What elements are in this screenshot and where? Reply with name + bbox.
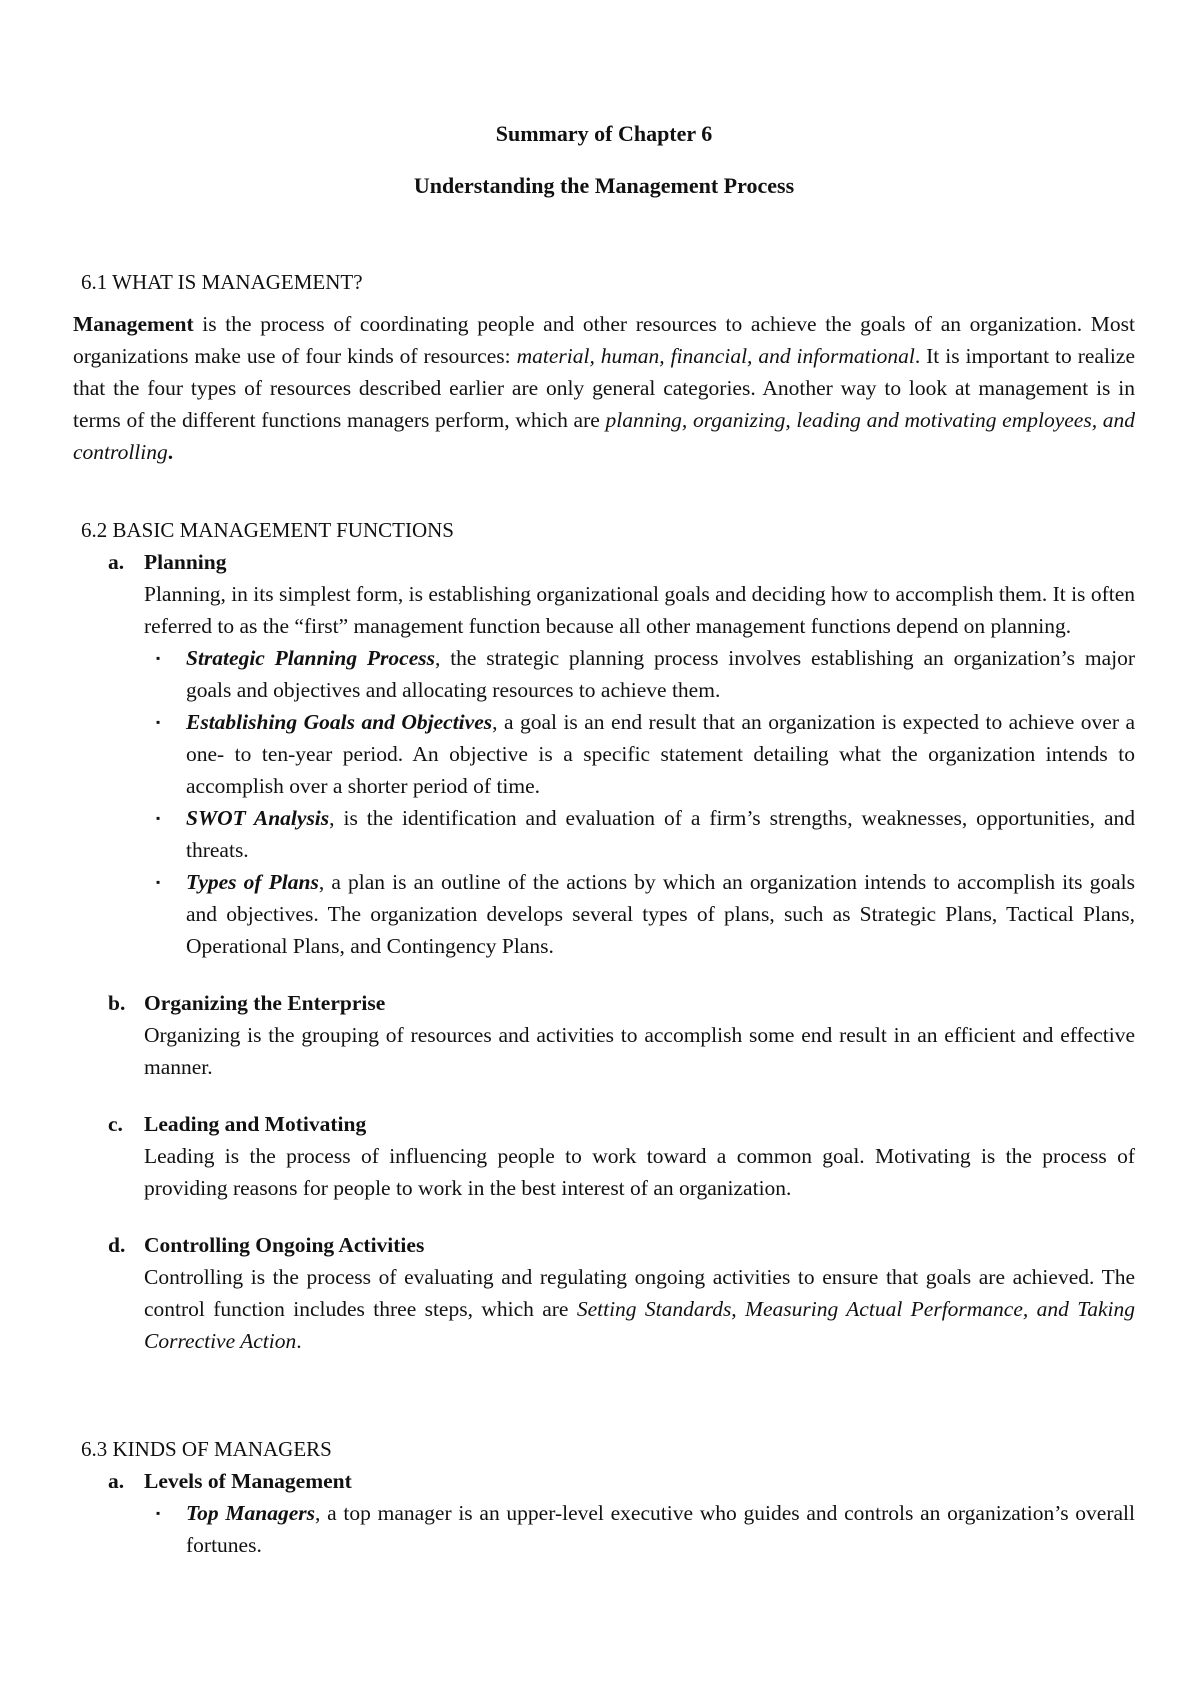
management-functions-list: planning, organizing, leading and motivating employees, and controlling	[73, 408, 1135, 464]
management-definition-paragraph	[73, 308, 1135, 468]
bullet-item	[156, 706, 1135, 802]
section-heading-6-1: 6.1 WHAT IS MANAGEMENT?	[81, 270, 363, 294]
bullet-item	[156, 642, 1135, 706]
bullet-text: , the strategic planning process involves establishing an organization’s major goals and objectives and allocating resources to achieve them.	[186, 646, 1135, 702]
subsection-letter: a.	[108, 550, 125, 574]
subsection-letter: a.	[108, 1469, 125, 1493]
subsection-controlling	[73, 1229, 1135, 1357]
subsection-leading	[73, 1108, 1135, 1204]
bullet-square-icon: ▪	[156, 651, 161, 665]
controlling-text: Controlling is the process of evaluating and regulating ongoing activities to ensure that goals are achieved. The control function includes three steps, which are	[144, 1265, 1135, 1321]
bullet-square-icon: ▪	[156, 875, 161, 889]
subsection-letter: c.	[108, 1112, 123, 1136]
management-term: Management	[73, 312, 194, 336]
subsection-letter: d.	[108, 1233, 126, 1257]
controlling-end: .	[296, 1329, 302, 1353]
bullet-text: , a top manager is an upper-level executive who guides and controls an organization’s overall fortunes.	[186, 1501, 1135, 1557]
subsection-levels-of-management	[73, 1465, 1135, 1561]
bullet-square-icon: ▪	[156, 715, 161, 729]
control-steps: Setting Standards, Measuring Actual Performance, and Taking Corrective Action	[144, 1297, 1135, 1353]
bullet-square-icon: ▪	[156, 1506, 161, 1520]
bullet-item	[156, 1497, 1135, 1561]
resource-kinds: material, human, financial, and informational	[516, 344, 915, 368]
subsection-organizing	[73, 987, 1135, 1083]
subsection-planning	[73, 546, 1135, 962]
subsection-title: Controlling Ongoing Activities	[144, 1233, 425, 1257]
subsection-body: Leading is the process of influencing people to work toward a common goal. Motivating is the process of providing reasons for people to work in the best interest of an organization.	[144, 1144, 1135, 1200]
section-heading-6-2: 6.2 BASIC MANAGEMENT FUNCTIONS	[81, 518, 454, 542]
bullet-item	[156, 866, 1135, 962]
planning-bullet-list	[144, 642, 1135, 962]
subsection-body	[144, 1261, 1135, 1357]
subsection-body: Organizing is the grouping of resources and activities to accomplish some end result in an efficient and effective manner.	[144, 1023, 1135, 1079]
paragraph-end: .	[167, 440, 174, 464]
levels-bullet-list	[144, 1497, 1135, 1561]
document-page	[73, 118, 1135, 1561]
bullet-term: SWOT Analysis	[186, 806, 330, 830]
paragraph-text-1: is the process of coordinating people and other resources to achieve the goals of an organization. Most organizations make use of four kinds of resources:	[73, 312, 1135, 368]
section-heading-6-3: 6.3 KINDS OF MANAGERS	[81, 1437, 332, 1461]
subsection-title: Planning	[144, 550, 227, 574]
bullet-term: Establishing Goals and Objectives	[186, 710, 493, 734]
subsection-body: Planning, in its simplest form, is establishing organizational goals and deciding how to accomplish them. It is often referred to as the “first” management function because all other management functions depend on planning.	[144, 582, 1135, 638]
subsection-letter: b.	[108, 991, 126, 1015]
bullet-term: Strategic Planning Process	[186, 646, 435, 670]
document-title: Summary of Chapter 6	[495, 121, 713, 146]
bullet-text: , a goal is an end result that an organization is expected to achieve over a one- to ten-year period. An objective is a specific statement detailing what the organization intends to accomplish over a shorter period of time.	[186, 710, 1135, 798]
bullet-text: , a plan is an outline of the actions by which an organization intends to accomplish its goals and objectives. The organization develops several types of plans, such as Strategic Plans, Tactical Plans, Operational Plans, and Contingency Plans.	[186, 870, 1135, 958]
paragraph-text-2: . It is important to realize that the four types of resources described earlier are only general categories. Another way to look at management is in terms of the different functions managers perform, which are	[73, 344, 1135, 432]
bullet-term: Top Managers	[186, 1501, 315, 1525]
bullet-term: Types of Plans	[186, 870, 319, 894]
subsection-title: Leading and Motivating	[144, 1112, 367, 1136]
bullet-text: , is the identification and evaluation of a firm’s strengths, weaknesses, opportunities, and threats.	[186, 806, 1135, 862]
subsection-title: Levels of Management	[144, 1469, 352, 1493]
bullet-item	[156, 802, 1135, 866]
bullet-square-icon: ▪	[156, 811, 161, 825]
subsection-title: Organizing the Enterprise	[144, 991, 386, 1015]
document-subtitle: Understanding the Management Process	[413, 173, 795, 198]
